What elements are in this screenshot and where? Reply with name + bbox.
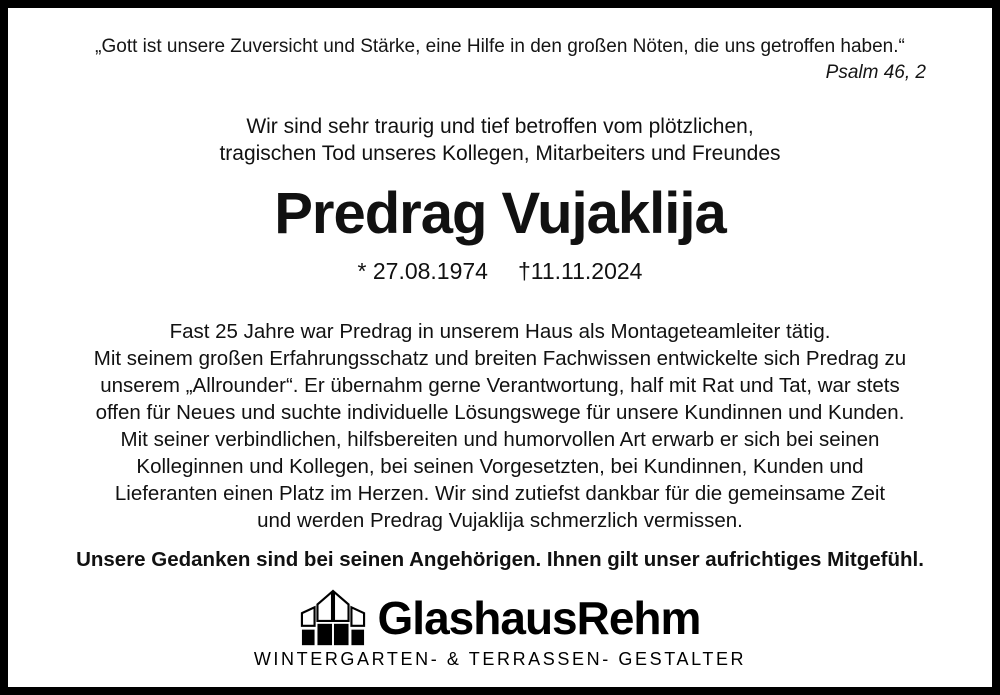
life-dates xyxy=(8,257,992,285)
scripture-attribution: Psalm 46, 2 xyxy=(825,62,926,83)
intro-text xyxy=(8,113,992,167)
condolence-line: Unsere Gedanken sind bei seinen Angehörigen. Ihnen gilt unser aufrichtiges Mitgefühl. xyxy=(76,548,924,571)
body-line: Fast 25 Jahre war Predrag in unserem Haus als Montageteamleiter tätig. xyxy=(169,320,831,343)
scripture-quote-block xyxy=(74,35,926,85)
body-line: unserem „Allrounder“. Er übernahm gerne Verantwortung, half mit Rat und Tat, war stets xyxy=(100,374,900,397)
body-line: Mit seinem großen Erfahrungsschatz und breiten Fachwissen entwickelte sich Predrag zu xyxy=(93,347,907,370)
scripture-quote: „Gott ist unsere Zuversicht und Stärke, eine Hilfe in den großen Nöten, die uns getroffen haben.“ xyxy=(95,36,905,57)
company-logo xyxy=(254,588,746,670)
logo-row xyxy=(254,588,746,648)
body-line: Lieferanten einen Platz im Herzen. Wir sind zutiefst dankbar für die gemeinsame Zeit xyxy=(114,482,886,505)
company-name: GlashausRehm xyxy=(377,592,701,644)
obituary-body xyxy=(8,318,992,534)
body-line: Mit seiner verbindlichen, hilfsbereiten und humorvollen Art erwarb er sich bei seinen xyxy=(120,428,880,451)
intro-line: Wir sind sehr traurig und tief betroffen vom plötzlichen, xyxy=(246,115,754,138)
body-line: und werden Predrag Vujaklija schmerzlich vermissen. xyxy=(257,509,743,532)
body-line: Kolleginnen und Kollegen, bei seinen Vorgesetzten, bei Kundinnen, Kunden und xyxy=(136,455,864,478)
company-tagline: WINTERGARTEN- & TERRASSEN- GESTALTER xyxy=(253,649,747,669)
body-line: offen für Neues und suchte individuelle Lösungswege für unsere Kundinnen und Kunden. xyxy=(95,401,905,424)
birth-date: * 27.08.1974 xyxy=(357,258,488,284)
intro-line: tragischen Tod unseres Kollegen, Mitarbeiters und Freundes xyxy=(219,142,781,165)
deceased-name: Predrag Vujaklija xyxy=(274,181,726,246)
glasshouse-icon xyxy=(300,588,366,648)
death-date: †11.11.2024 xyxy=(517,258,643,284)
